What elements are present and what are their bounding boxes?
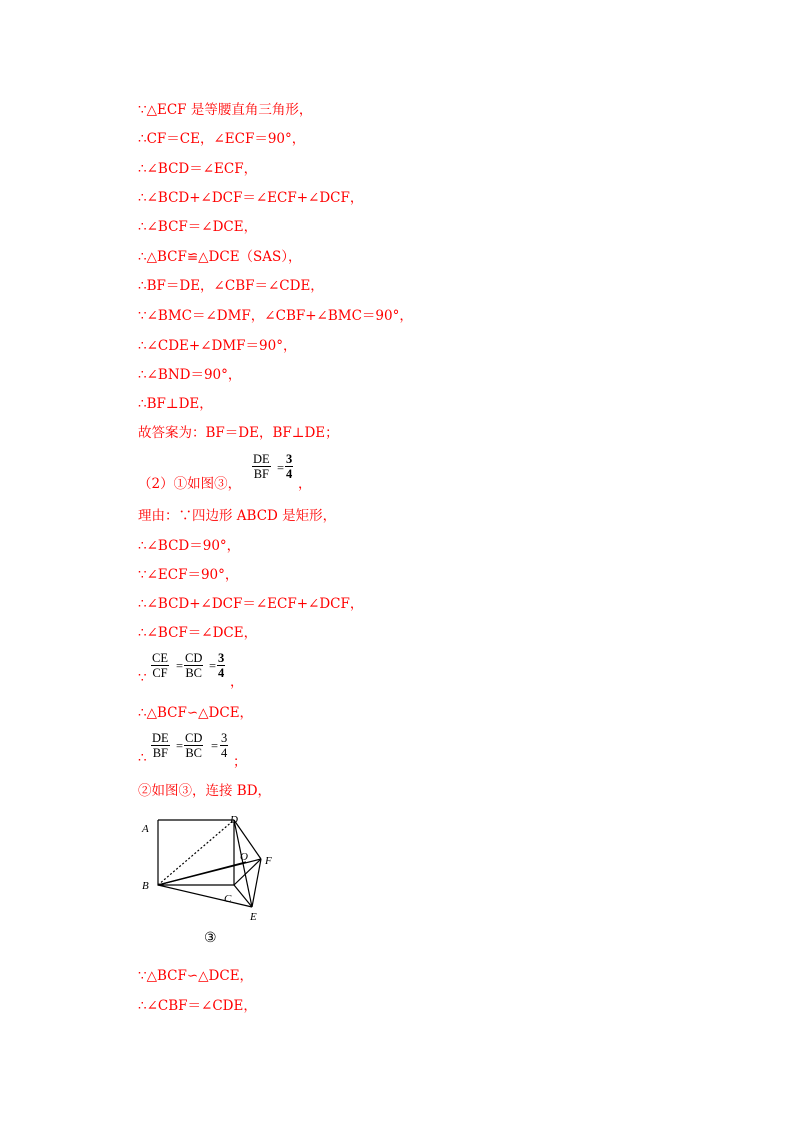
similar-line: ∴△BCF∽△DCE， <box>138 705 254 721</box>
answer-line: 故答案为：BF＝DE，BF⊥DE； <box>138 425 339 441</box>
figure-caption: ③ <box>204 931 217 946</box>
label-c: C <box>224 893 232 905</box>
ratio1-frac-ce-cf: CE CF <box>152 651 168 680</box>
final-line-2: ∴∠CBF＝∠CDE， <box>138 998 257 1014</box>
proof-line-9: ∴∠CDE+∠DMF＝90°， <box>138 338 297 354</box>
proof-line-11: ∴BF⊥DE， <box>138 396 213 412</box>
proof-line-4: ∴∠BCD+∠DCF＝∠ECF+∠DCF， <box>138 190 364 206</box>
proof-line-6: ∴△BCF≌△DCE（SAS）， <box>138 249 302 265</box>
ratio1-symbol: ∵ <box>138 670 147 686</box>
label-d: D <box>230 814 238 826</box>
reason-line-1: 理由：∵四边形 ABCD 是矩形， <box>138 508 337 524</box>
geometry-figure <box>138 810 288 950</box>
proof-line-10: ∴∠BND＝90°， <box>138 367 242 383</box>
ratio2-eq-1: = <box>176 739 184 753</box>
part2-prefix: （2）①如图③， <box>138 476 242 492</box>
label-o: O <box>240 851 248 863</box>
proof-line-5: ∴∠BCF＝∠DCE， <box>138 219 258 235</box>
segment-be <box>158 885 252 907</box>
label-f: F <box>265 855 272 867</box>
proof-line-8: ∵∠BMC＝∠DMF，∠CBF+∠BMC＝90°， <box>138 308 413 324</box>
ratio2-end: ； <box>233 754 247 770</box>
final-line-1: ∵△BCF∽△DCE， <box>138 968 254 984</box>
ratio1-frac-3-4: 3 4 <box>218 651 225 680</box>
equals-sign: = <box>277 461 285 475</box>
reason-line-2: ∴∠BCD＝90°， <box>138 538 241 554</box>
fraction-3-4: 3 4 <box>286 452 293 481</box>
part2-suffix: ， <box>298 476 312 492</box>
label-b: B <box>142 880 149 892</box>
ratio1-eq-2: = <box>209 659 217 673</box>
proof-line-3: ∴∠BCD＝∠ECF， <box>138 161 258 177</box>
label-e: E <box>250 911 257 923</box>
fraction-de-bf: DE BF <box>253 452 270 481</box>
reason-line-5: ∴∠BCF＝∠DCE， <box>138 625 258 641</box>
ratio1-end: ， <box>230 674 244 690</box>
reason-line-3: ∵∠ECF＝90°， <box>138 567 239 583</box>
ratio1-frac-cd-bc: CD BC <box>185 651 203 680</box>
ratio1-eq-1: = <box>176 659 184 673</box>
ratio2-frac-de-bf: DE BF <box>152 731 169 760</box>
proof-line-1: ∵△ECF 是等腰直角三角形， <box>138 102 313 118</box>
reason-line-4: ∴∠BCD+∠DCF＝∠ECF+∠DCF， <box>138 596 364 612</box>
proof-line-2: ∴CF＝CE，∠ECF＝90°， <box>138 131 306 147</box>
ratio2-symbol: ∴ <box>138 750 147 766</box>
ratio2-frac-cd-bc: CD BC <box>185 731 203 760</box>
ratio2-frac-3-4: 3 4 <box>221 731 228 760</box>
label-a: A <box>142 823 149 835</box>
proof-line-7: ∴BF＝DE，∠CBF＝∠CDE， <box>138 278 324 294</box>
ratio2-eq-2: = <box>211 739 219 753</box>
part2b-line: ②如图③，连接 BD， <box>138 783 272 799</box>
